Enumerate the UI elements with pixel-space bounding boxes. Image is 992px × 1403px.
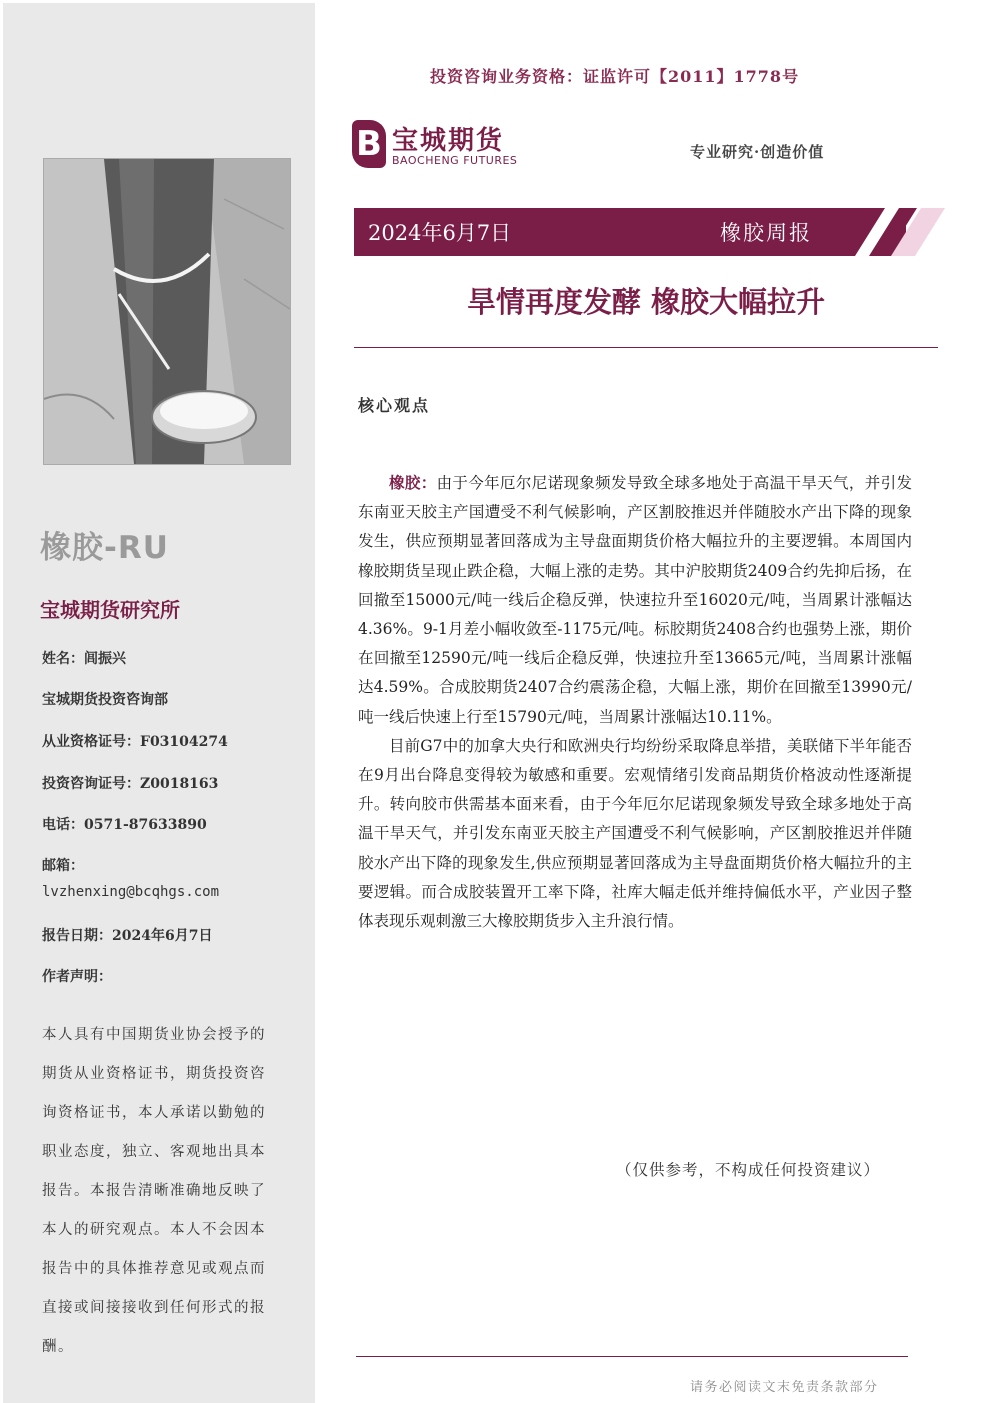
rubber-tree-photo bbox=[43, 158, 291, 465]
report-body bbox=[358, 468, 912, 936]
paragraph-1 bbox=[358, 468, 912, 732]
report-banner bbox=[354, 208, 906, 256]
consulting-number: 投资咨询证号：Z0018163 bbox=[42, 776, 219, 792]
phone: 电话：0571-87633890 bbox=[42, 817, 207, 833]
analyst-name: 姓名：闾振兴 bbox=[42, 651, 126, 667]
footer-note: 请务必阅读文末免责条款部分 bbox=[690, 1380, 879, 1395]
sidebar-title: 橡胶-RU bbox=[40, 530, 169, 566]
sidebar-institute: 宝城期货研究所 bbox=[40, 598, 180, 622]
slogan: 专业研究·创造价值 bbox=[690, 143, 825, 161]
company-logo bbox=[352, 120, 522, 170]
paragraph-1-text: 由于今年厄尔尼诺现象频发导致全球多地处于高温干旱天气，并引发东南亚天胶主产国遭受不利气候影响，产区割胶推迟并伴随胶水产出下降的现象发生，供应预期显著回落成为主导盘面期货价格大幅拉升的主要逻辑。本周国内橡胶期货呈现止跌企稳，大幅上涨的走势。其中沪胶期货2409合约先抑后扬，在回撤至15000元/吨一线后企稳反弹，快速拉升至16020元/吨，当周累计涨幅达4.36%。9-1月差小幅收敛至-1175元/吨。标胶期货2408合约也强势上涨，期价在回撤至12590元/吨一线后企稳反弹，快速拉升至13665元/吨，当周累计涨幅达4.59%。合成胶期货2407合约震荡企稳，大幅上涨，期价在回撤至13990元/吨一线后快速上行至15790元/吨，当周累计涨幅达10.11%。 bbox=[358, 474, 912, 726]
email-address[interactable]: lvzhenxing@bcqhgs.com bbox=[42, 884, 220, 900]
core-view-title: 核心观点 bbox=[358, 396, 431, 415]
license-text: 投资咨询业务资格：证监许可【2011】1778号 bbox=[430, 67, 800, 86]
rubber-tree-tapping-icon bbox=[44, 159, 290, 464]
logo-en: BAOCHENG FUTURES bbox=[392, 154, 518, 167]
banner-date: 2024年6月7日 bbox=[368, 221, 512, 245]
paragraph-2: 目前G7中的加拿大央行和欧洲央行均纷纷采取降息举措，美联储下半年能否在9月出台降息变得较为敏感和重要。宏观情绪引发商品期货价格波动性逐渐提升。转向胶市供需基本面来看，由于今年厄尔尼诺现象频发导致全球多地处于高温干旱天气，并引发东南亚天胶主产国遭受不利气候影响，产区割胶推迟并伴随胶水产出下降的现象发生,供应预期显著回落成为主导盘面期货价格大幅拉升的主要逻辑。而合成胶装置开工率下降，社库大幅走低并维持偏低水平，产业因子整体表现乐观刺激三大橡胶期货步入主升浪行情。 bbox=[358, 736, 912, 931]
banner-stripes-icon bbox=[855, 208, 945, 256]
qualification-number: 从业资格证号：F03104274 bbox=[42, 734, 228, 750]
headline: 旱情再度发酵 橡胶大幅拉升 bbox=[466, 285, 826, 319]
divider-top bbox=[354, 347, 938, 348]
analyst-department: 宝城期货投资咨询部 bbox=[42, 692, 168, 708]
divider-bottom bbox=[356, 1356, 908, 1357]
author-statement: 本人具有中国期货业协会授予的期货从业资格证书，期货投资咨询资格证书，本人承诺以勤勉的职业态度，独立、客观地出具本报告。本报告清晰准确地反映了本人的研究观点。本人不会因本报告中的具体推荐意见或观点而直接或间接接收到任何形式的报酬。 bbox=[42, 1027, 266, 1355]
banner-report-type: 橡胶周报 bbox=[720, 221, 812, 245]
email-label: 邮箱： bbox=[42, 858, 84, 874]
logo-cn: 宝城期货 bbox=[392, 126, 505, 156]
disclaimer-reference: （仅供参考，不构成任何投资建议） bbox=[616, 1161, 881, 1179]
lead-label: 橡胶： bbox=[389, 473, 437, 492]
report-date: 报告日期：2024年6月7日 bbox=[42, 928, 213, 944]
author-statement-label: 作者声明： bbox=[42, 969, 112, 985]
logo-mark-icon: B bbox=[352, 120, 386, 168]
